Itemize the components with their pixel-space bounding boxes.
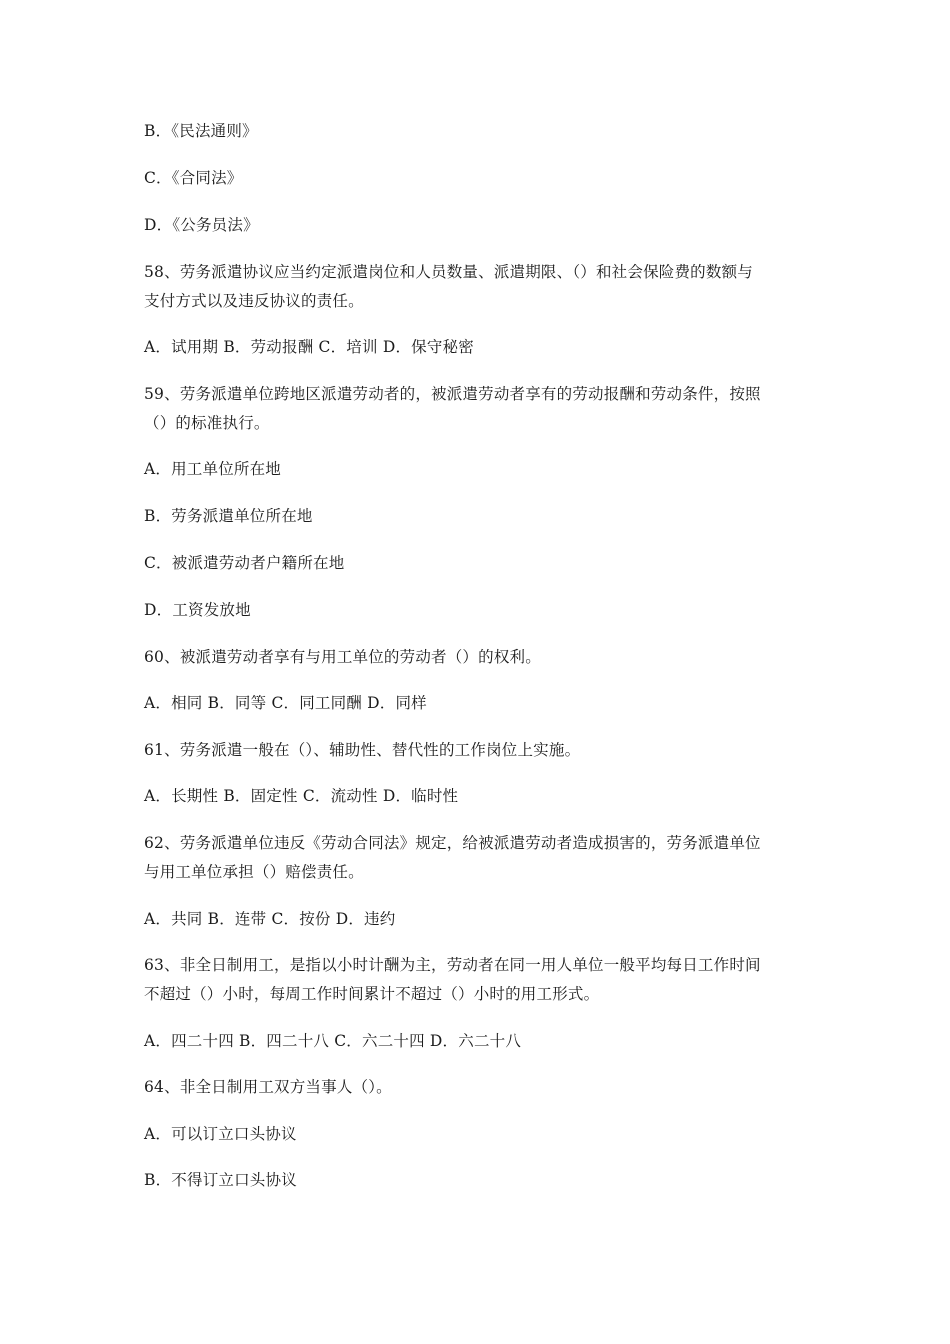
option-c-q57: C．《合同法》 bbox=[144, 169, 243, 187]
options-q63: A．四二十四 B．四二十八 C．六二十四 D．六二十八 bbox=[144, 1032, 522, 1050]
options-q62: A．共同 B．连带 C．按份 D．违约 bbox=[144, 910, 396, 928]
question-59-line-1: 59、劳务派遣单位跨地区派遣劳动者的，被派遣劳动者享有的劳动报酬和劳动条件，按照 bbox=[144, 385, 761, 403]
option-b-q59: B．劳务派遣单位所在地 bbox=[144, 507, 313, 525]
question-60: 60、被派遣劳动者享有与用工单位的劳动者（）的权利。 bbox=[144, 648, 541, 666]
option-d-q59: D．工资发放地 bbox=[144, 601, 251, 619]
question-62-line-1: 62、劳务派遣单位违反《劳动合同法》规定，给被派遣劳动者造成损害的，劳务派遣单位 bbox=[144, 834, 761, 852]
question-58-line-2: 支付方式以及违反协议的责任。 bbox=[144, 292, 364, 310]
question-63-line-1: 63、非全日制用工，是指以小时计酬为主，劳动者在同一用人单位一般平均每日工作时间 bbox=[144, 956, 761, 974]
question-62-line-2: 与用工单位承担（）赔偿责任。 bbox=[144, 863, 364, 881]
question-59-line-2: （）的标准执行。 bbox=[144, 414, 270, 432]
options-q60: A．相同 B．同等 C．同工同酬 D．同样 bbox=[144, 694, 427, 712]
option-b-q64: B．不得订立口头协议 bbox=[144, 1171, 297, 1189]
option-a-q64: A．可以订立口头协议 bbox=[144, 1125, 297, 1143]
option-d-q57: D．《公务员法》 bbox=[144, 216, 259, 234]
option-c-q59: C．被派遣劳动者户籍所在地 bbox=[144, 554, 345, 572]
option-a-q59: A．用工单位所在地 bbox=[144, 460, 281, 478]
question-58-line-1: 58、劳务派遣协议应当约定派遣岗位和人员数量、派遣期限、（）和社会保险费的数额与 bbox=[144, 263, 753, 281]
question-63-line-2: 不超过（）小时，每周工作时间累计不超过（）小时的用工形式。 bbox=[144, 985, 600, 1003]
options-q61: A．长期性 B．固定性 C．流动性 D．临时性 bbox=[144, 787, 459, 805]
question-64: 64、非全日制用工双方当事人（）。 bbox=[144, 1078, 392, 1096]
question-61: 61、劳务派遣一般在（）、辅助性、替代性的工作岗位上实施。 bbox=[144, 741, 581, 759]
options-q58: A．试用期 B．劳动报酬 C．培训 D．保守秘密 bbox=[144, 338, 474, 356]
option-b-q57: B．《民法通则》 bbox=[144, 122, 258, 140]
